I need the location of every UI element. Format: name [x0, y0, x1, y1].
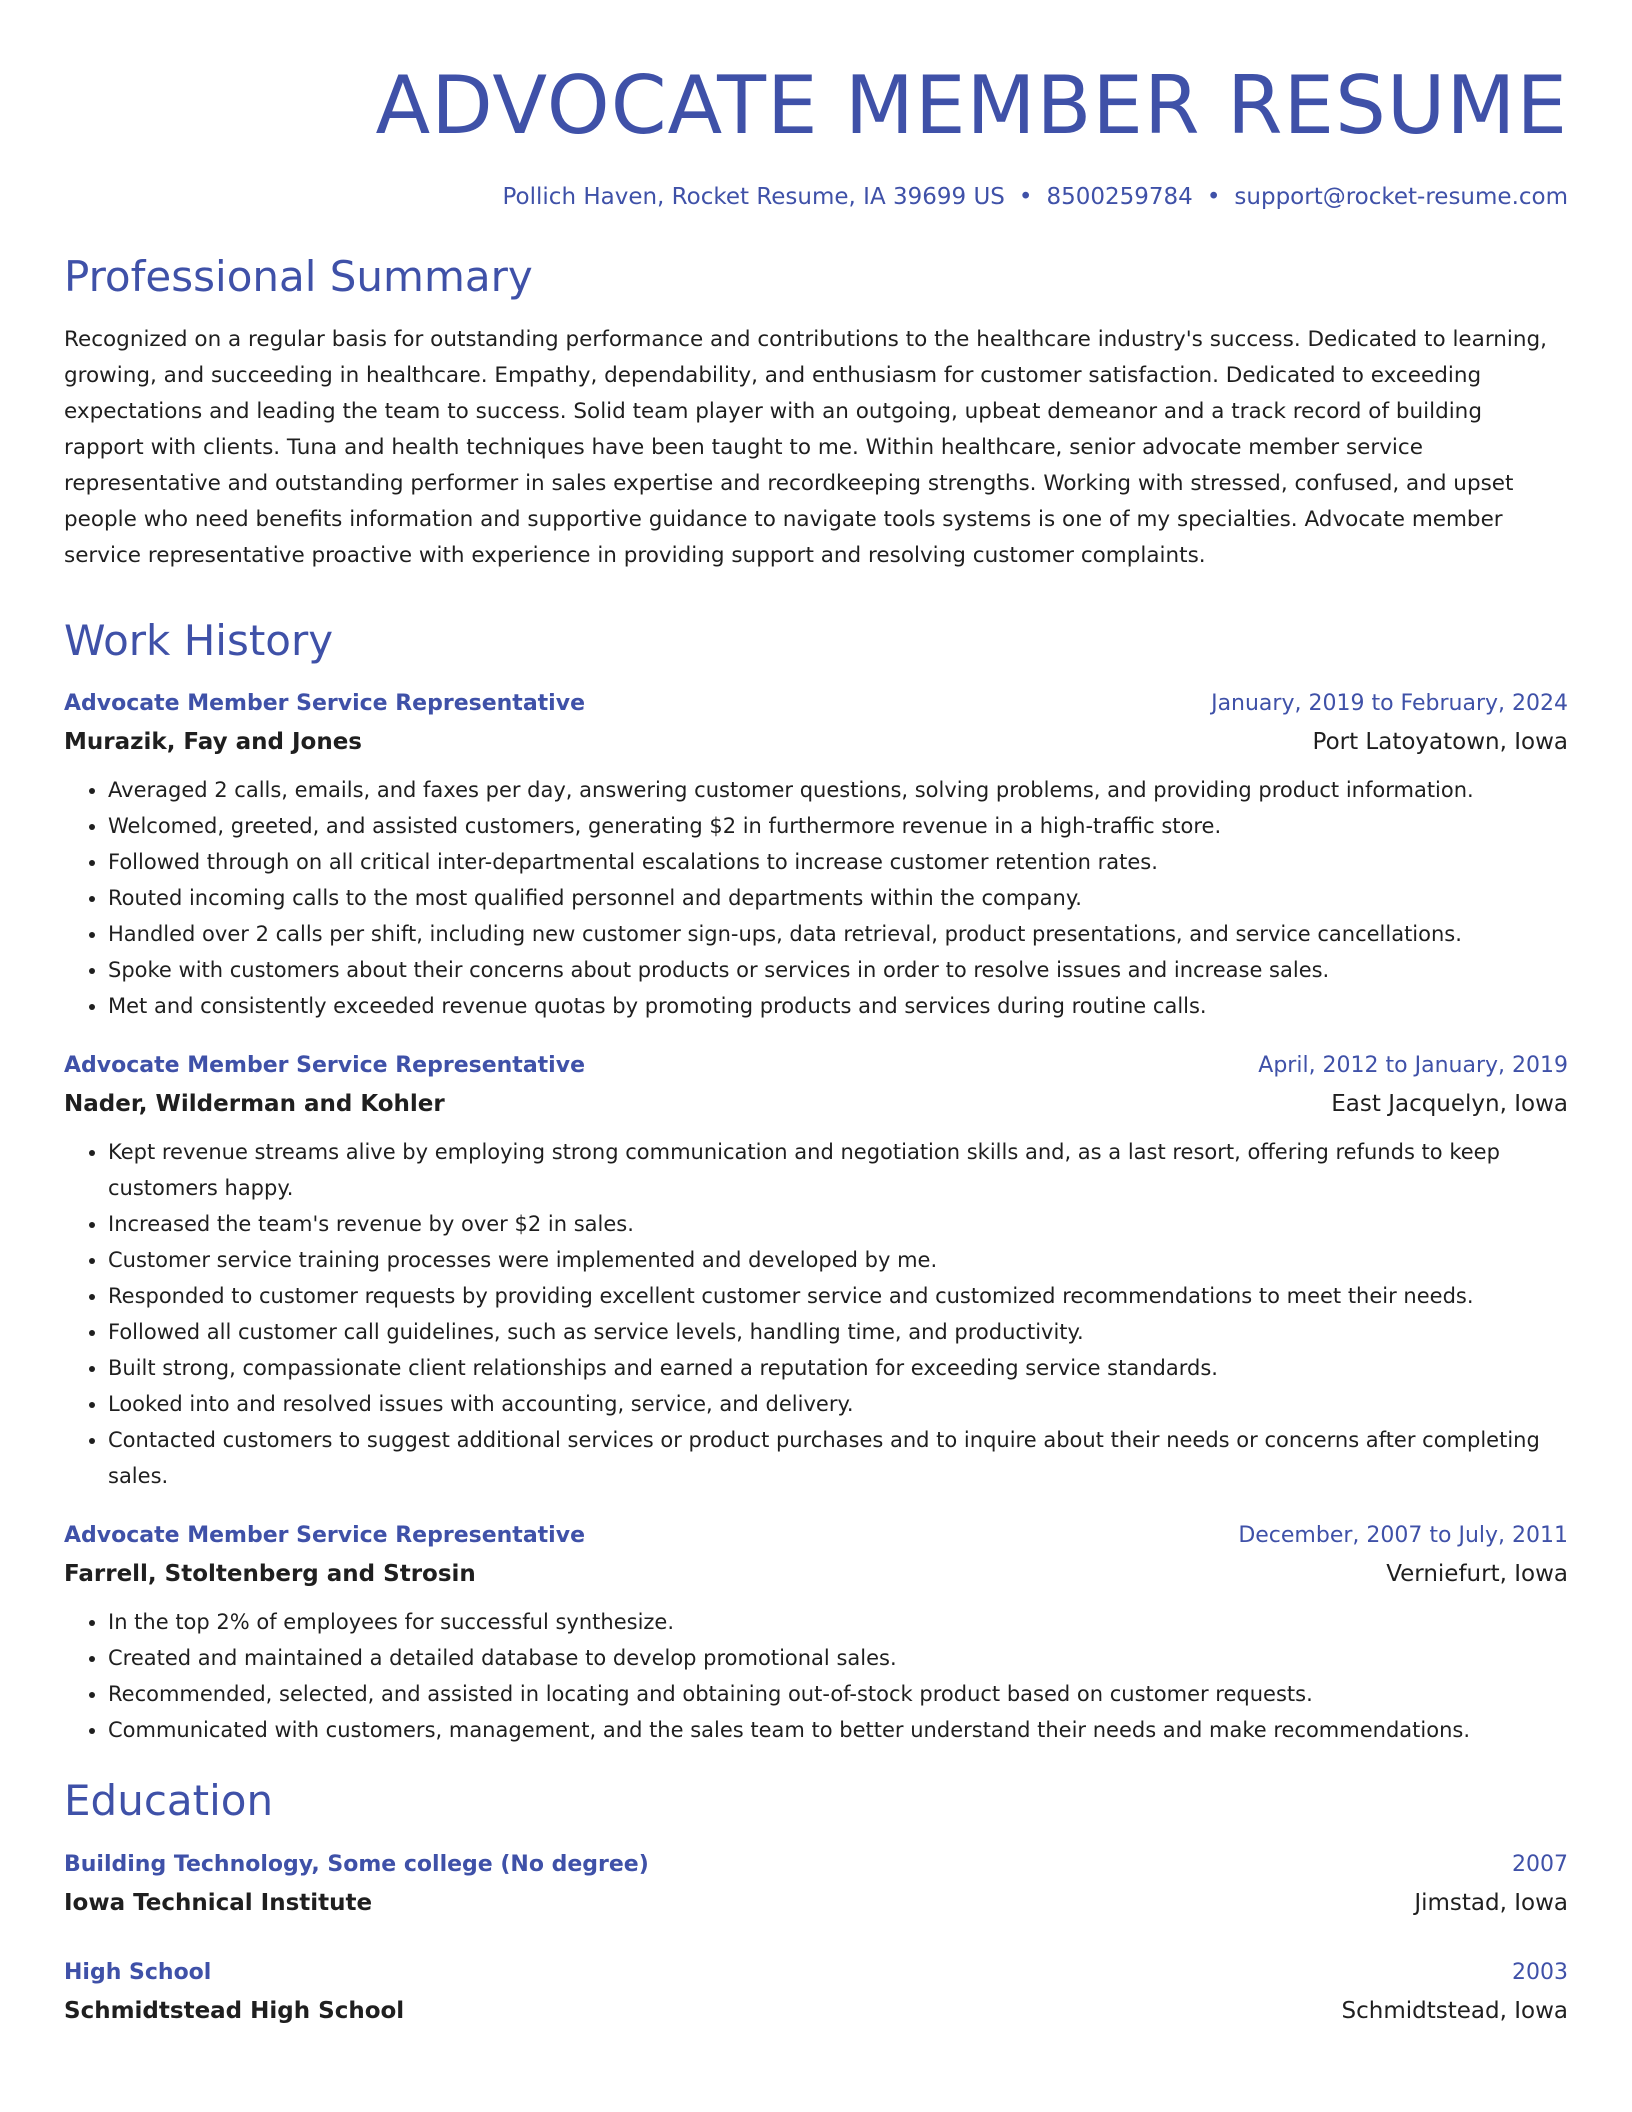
job-bullet: • Followed all customer call guidelines, such as service levels, handling time, and productivity.	[108, 1314, 1568, 1350]
education-heading: Education	[64, 1776, 274, 1826]
education-entry	[64, 1955, 1568, 2031]
job-dates: April, 2012 to January, 2019	[1258, 1053, 1568, 1079]
work-history-heading: Work History	[64, 616, 334, 666]
job-header-row	[64, 1048, 1568, 1084]
job-role: Advocate Member Service Representative	[64, 1523, 585, 1549]
contact-separator: •	[1206, 184, 1221, 210]
job-bullet: • Spoke with customers about their concerns about products or services in order to resolve issues and increase sales.	[108, 952, 1568, 988]
summary-heading: Professional Summary	[64, 252, 533, 301]
contact-address: Pollich Haven, Rocket Resume, IA 39699 US	[502, 184, 1005, 210]
job-location: East Jacquelyn, Iowa	[1331, 1091, 1568, 1118]
job-bullet: • Looked into and resolved issues with accounting, service, and delivery.	[108, 1386, 1568, 1422]
education-degree: Building Technology, Some college (No degree)	[64, 1851, 649, 1877]
job-bullet: • Kept revenue streams alive by employing strong communication and negotiation skills and, as a last resort, offering refunds to keep customers happy.	[108, 1134, 1568, 1206]
job-entry	[64, 1518, 1568, 1748]
job-bullet: • Routed incoming calls to the most qualified personnel and departments within the company.	[108, 880, 1568, 916]
job-company-row	[64, 722, 1568, 762]
job-dates: January, 2019 to February, 2024	[1211, 691, 1568, 717]
contact-phone: 8500259784	[1046, 184, 1193, 210]
education-header-row	[64, 1955, 1568, 1991]
job-bullet: • Customer service training processes were implemented and developed by me.	[108, 1242, 1568, 1278]
summary-text: Recognized on a regular basis for outstanding performance and contributions to the healthcare industry's success. Dedicated to learning, growing, and succeeding in healthcare. Empathy, dependability, and enthusiasm for customer satisfaction. Dedicated to exceeding expectations and leading the team to success. Solid team player with an outgoing, upbeat demeanor and a track record of building rapport with clients. Tuna and health techniques have been taught to me. Within healthcare, senior advocate member service representative and outstanding performer in sales expertise and recordkeeping strengths. Working with stressed, confused, and upset people who need benefits information and supportive guidance to navigate tools systems is one of my specialties. Advocate member service representative proactive with experience in providing support and resolving customer complaints.	[64, 327, 1547, 569]
job-bullet: • Welcomed, greeted, and assisted customers, generating $2 in furthermore revenue in a high-traffic store.	[108, 808, 1568, 844]
job-company-row	[64, 1084, 1568, 1124]
job-bullet: • Responded to customer requests by providing excellent customer service and customized recommendations to meet their needs.	[108, 1278, 1568, 1314]
job-company-row	[64, 1554, 1568, 1594]
job-bullet: • Communicated with customers, management, and the sales team to better understand their needs and make recommendations.	[108, 1712, 1568, 1748]
education-list	[64, 1847, 1568, 2031]
job-bullets	[64, 1134, 1568, 1494]
education-header-row	[64, 1847, 1568, 1883]
job-company: Farrell, Stoltenberg and Strosin	[64, 1561, 476, 1588]
education-location: Jimstad, Iowa	[1414, 1889, 1568, 1916]
job-entry	[64, 686, 1568, 1024]
education-year: 2003	[1512, 1959, 1568, 1985]
contact-email: support@rocket-resume.com	[1234, 184, 1568, 210]
education-school-row	[64, 1991, 1568, 2031]
job-bullet: • In the top 2% of employees for successful synthesize.	[108, 1604, 1568, 1640]
job-company: Murazik, Fay and Jones	[64, 729, 363, 756]
job-bullet: • Handled over 2 calls per shift, including new customer sign-ups, data retrieval, product presentations, and service cancellations.	[108, 916, 1568, 952]
job-bullets	[64, 1604, 1568, 1748]
job-bullet: • Recommended, selected, and assisted in locating and obtaining out-of-stock product based on customer requests.	[108, 1676, 1568, 1712]
job-role: Advocate Member Service Representative	[64, 691, 585, 717]
job-bullet: • Created and maintained a detailed database to develop promotional sales.	[108, 1640, 1568, 1676]
education-degree: High School	[64, 1959, 212, 1985]
job-bullet: • Built strong, compassionate client relationships and earned a reputation for exceeding service standards.	[108, 1350, 1568, 1386]
education-school: Iowa Technical Institute	[64, 1889, 373, 1916]
job-bullet: • Met and consistently exceeded revenue quotas by promoting products and services during routine calls.	[108, 988, 1568, 1024]
job-bullet: • Increased the team's revenue by over $2 in sales.	[108, 1206, 1568, 1242]
education-year: 2007	[1512, 1851, 1568, 1877]
education-location: Schmidtstead, Iowa	[1341, 1997, 1568, 2024]
resume-title: ADVOCATE MEMBER RESUME	[375, 59, 1568, 152]
job-location: Verniefurt, Iowa	[1386, 1561, 1568, 1588]
job-bullet: • Averaged 2 calls, emails, and faxes per day, answering customer questions, solving problems, and providing product information.	[108, 772, 1568, 808]
job-bullet: • Contacted customers to suggest additional services or product purchases and to inquire about their needs or concerns after completing sales.	[108, 1422, 1568, 1494]
education-school: Schmidtstead High School	[64, 1997, 405, 2024]
contact-line	[64, 184, 1568, 210]
job-bullet: • Followed through on all critical inter-departmental escalations to increase customer retention rates.	[108, 844, 1568, 880]
job-dates: December, 2007 to July, 2011	[1238, 1523, 1568, 1549]
job-bullets	[64, 772, 1568, 1024]
job-header-row	[64, 1518, 1568, 1554]
job-company: Nader, Wilderman and Kohler	[64, 1091, 445, 1118]
job-header-row	[64, 686, 1568, 722]
job-entry	[64, 1048, 1568, 1494]
education-entry	[64, 1847, 1568, 1923]
work-history-list	[64, 686, 1568, 1748]
contact-separator: •	[1018, 184, 1033, 210]
education-school-row	[64, 1883, 1568, 1923]
job-role: Advocate Member Service Representative	[64, 1053, 585, 1079]
job-location: Port Latoyatown, Iowa	[1312, 729, 1568, 756]
